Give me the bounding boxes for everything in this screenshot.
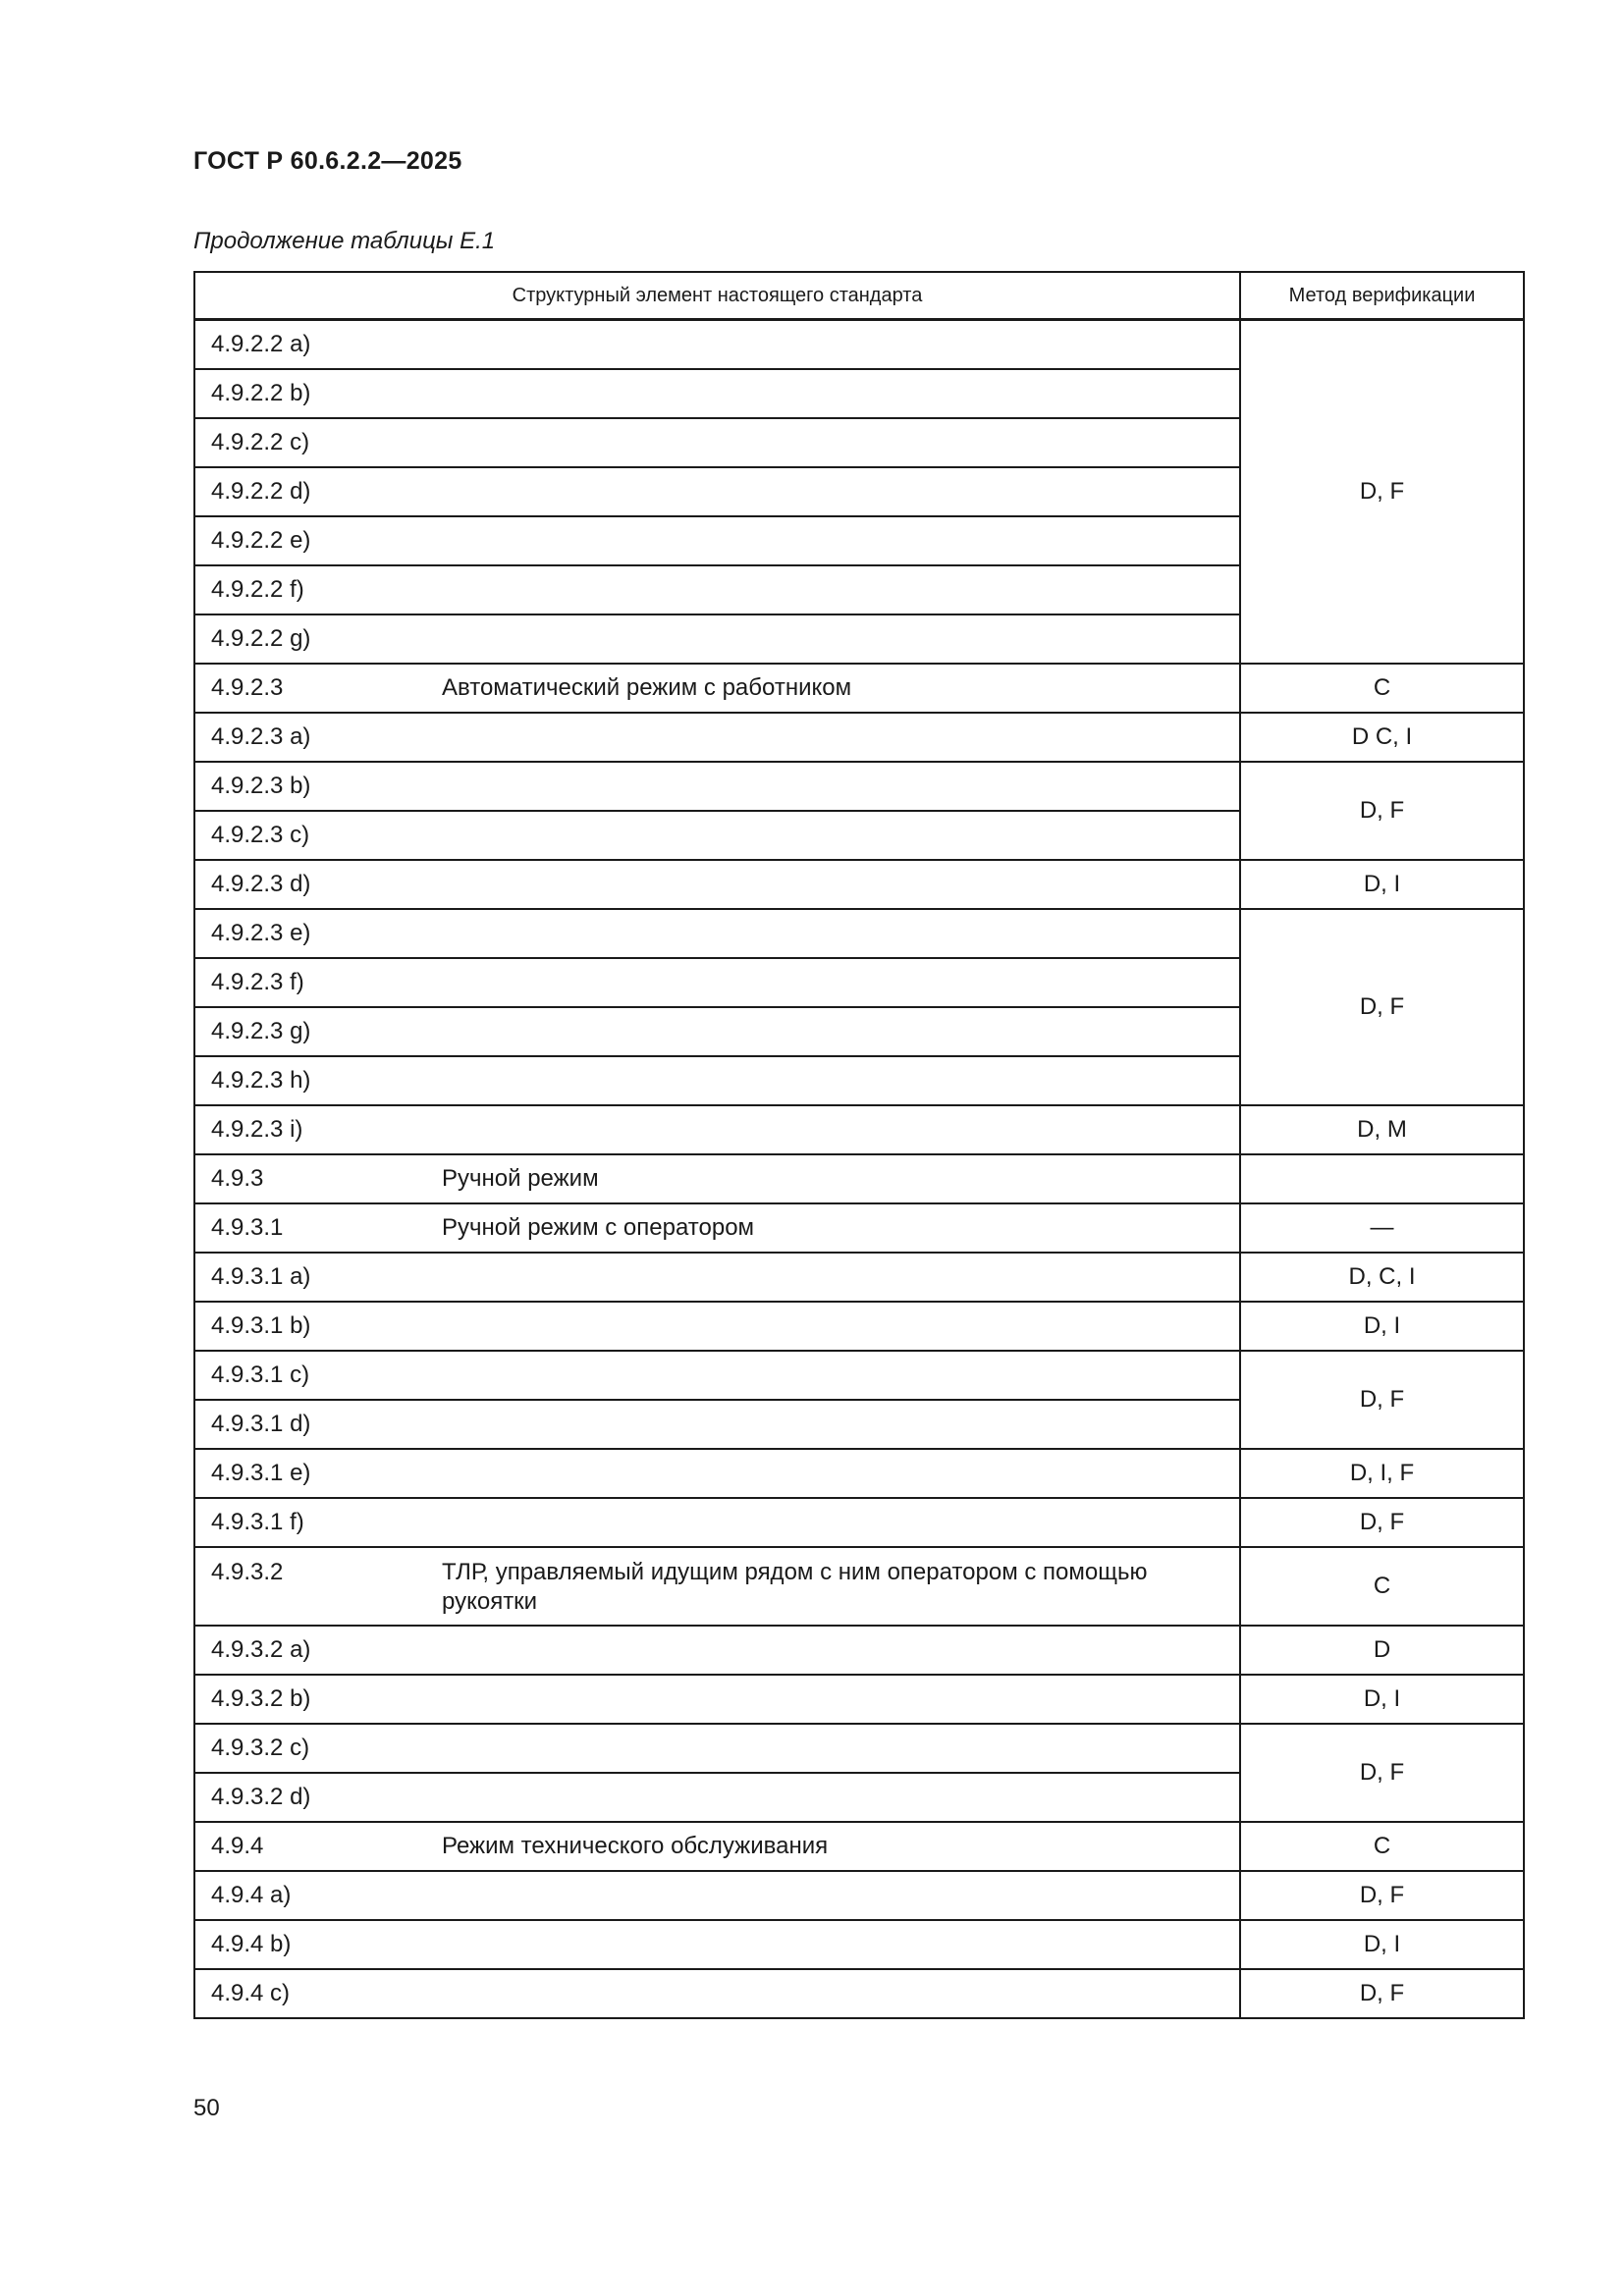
row-title — [426, 1626, 1240, 1675]
row-id: 4.9.3.1 a) — [194, 1253, 426, 1302]
row-title — [426, 1773, 1240, 1822]
verification-method: D, M — [1240, 1105, 1524, 1154]
row-title: ТЛР, управляемый идущим рядом с ним оператором с помощью рукоятки — [426, 1547, 1240, 1626]
row-id: 4.9.2.3 d) — [194, 860, 426, 909]
verification-method: D, I — [1240, 860, 1524, 909]
table-row — [194, 1547, 1524, 1626]
verification-method: D, I — [1240, 1920, 1524, 1969]
verification-method: D, F — [1240, 320, 1524, 664]
row-title — [426, 418, 1240, 467]
verification-method: D, F — [1240, 1498, 1524, 1547]
document-code: ГОСТ Р 60.6.2.2—2025 — [193, 147, 462, 175]
row-title — [426, 1498, 1240, 1547]
table-row — [194, 1105, 1524, 1154]
row-id: 4.9.3.2 — [194, 1547, 426, 1626]
row-title — [426, 762, 1240, 811]
table-row — [194, 909, 1524, 958]
table-row — [194, 1969, 1524, 2018]
row-title — [426, 860, 1240, 909]
verification-method: D C, I — [1240, 713, 1524, 762]
row-id: 4.9.2.2 c) — [194, 418, 426, 467]
row-id: 4.9.2.3 e) — [194, 909, 426, 958]
verification-method: D, F — [1240, 762, 1524, 860]
verification-method: — — [1240, 1203, 1524, 1253]
row-title — [426, 516, 1240, 565]
row-title — [426, 467, 1240, 516]
row-title: Режим технического обслуживания — [426, 1822, 1240, 1871]
row-title — [426, 1871, 1240, 1920]
row-id: 4.9.2.3 i) — [194, 1105, 426, 1154]
verification-method: D, F — [1240, 909, 1524, 1105]
row-id: 4.9.2.2 g) — [194, 614, 426, 664]
row-title: Ручной режим — [426, 1154, 1240, 1203]
row-title — [426, 1105, 1240, 1154]
table-row — [194, 1154, 1524, 1203]
row-id: 4.9.2.3 h) — [194, 1056, 426, 1105]
row-id: 4.9.2.2 b) — [194, 369, 426, 418]
verification-method: C — [1240, 1547, 1524, 1626]
row-id: 4.9.3.2 b) — [194, 1675, 426, 1724]
row-title — [426, 1675, 1240, 1724]
row-id: 4.9.4 a) — [194, 1871, 426, 1920]
verification-method: C — [1240, 1822, 1524, 1871]
table-row — [194, 1449, 1524, 1498]
row-title: Автоматический режим с работником — [426, 664, 1240, 713]
row-id: 4.9.2.2 e) — [194, 516, 426, 565]
table-row — [194, 664, 1524, 713]
row-id: 4.9.2.3 g) — [194, 1007, 426, 1056]
row-id: 4.9.3.2 a) — [194, 1626, 426, 1675]
row-title — [426, 909, 1240, 958]
row-title — [426, 565, 1240, 614]
row-id: 4.9.3.1 b) — [194, 1302, 426, 1351]
row-id: 4.9.3.2 d) — [194, 1773, 426, 1822]
row-title — [426, 1400, 1240, 1449]
row-title — [426, 713, 1240, 762]
row-title — [426, 958, 1240, 1007]
verification-method: D — [1240, 1626, 1524, 1675]
table-row — [194, 1253, 1524, 1302]
table-row — [194, 762, 1524, 811]
verification-method: D, C, I — [1240, 1253, 1524, 1302]
row-title — [426, 369, 1240, 418]
row-id: 4.9.2.2 d) — [194, 467, 426, 516]
table-row — [194, 1626, 1524, 1675]
verification-method: D, F — [1240, 1871, 1524, 1920]
row-title — [426, 1302, 1240, 1351]
verification-method: D, I, F — [1240, 1449, 1524, 1498]
table-row — [194, 1920, 1524, 1969]
row-id: 4.9.3.1 e) — [194, 1449, 426, 1498]
row-title — [426, 1969, 1240, 2018]
table-row — [194, 1203, 1524, 1253]
row-id: 4.9.3.1 c) — [194, 1351, 426, 1400]
row-id: 4.9.3.1 — [194, 1203, 426, 1253]
row-title — [426, 1056, 1240, 1105]
table-header-row — [194, 272, 1524, 320]
table-row — [194, 1871, 1524, 1920]
row-id: 4.9.2.3 — [194, 664, 426, 713]
column-header-method: Метод верификации — [1240, 272, 1524, 320]
row-id: 4.9.4 b) — [194, 1920, 426, 1969]
row-id: 4.9.2.2 f) — [194, 565, 426, 614]
table-row — [194, 860, 1524, 909]
table-caption: Продолжение таблицы Е.1 — [193, 228, 496, 254]
row-title — [426, 320, 1240, 369]
row-id: 4.9.4 c) — [194, 1969, 426, 2018]
verification-table — [193, 271, 1525, 2019]
row-title — [426, 811, 1240, 860]
verification-method: D, F — [1240, 1969, 1524, 2018]
table-row — [194, 320, 1524, 369]
table-row — [194, 1822, 1524, 1871]
row-id: 4.9.2.3 a) — [194, 713, 426, 762]
verification-method: D, I — [1240, 1302, 1524, 1351]
row-title — [426, 1724, 1240, 1773]
row-title — [426, 1007, 1240, 1056]
table-row — [194, 1498, 1524, 1547]
row-title — [426, 1351, 1240, 1400]
row-title: Ручной режим с оператором — [426, 1203, 1240, 1253]
row-title — [426, 614, 1240, 664]
table-row — [194, 1675, 1524, 1724]
row-id: 4.9.2.2 a) — [194, 320, 426, 369]
verification-method — [1240, 1154, 1524, 1203]
row-title — [426, 1920, 1240, 1969]
row-id: 4.9.3.1 f) — [194, 1498, 426, 1547]
row-id: 4.9.3.1 d) — [194, 1400, 426, 1449]
table-row — [194, 1351, 1524, 1400]
table-row — [194, 1724, 1524, 1773]
row-title — [426, 1449, 1240, 1498]
verification-method: D, F — [1240, 1724, 1524, 1822]
table-row — [194, 1302, 1524, 1351]
row-id: 4.9.3 — [194, 1154, 426, 1203]
table-row — [194, 713, 1524, 762]
page-number: 50 — [193, 2095, 220, 2121]
row-id: 4.9.2.3 b) — [194, 762, 426, 811]
row-title — [426, 1253, 1240, 1302]
row-id: 4.9.2.3 c) — [194, 811, 426, 860]
verification-method: D, I — [1240, 1675, 1524, 1724]
row-id: 4.9.4 — [194, 1822, 426, 1871]
verification-method: D, F — [1240, 1351, 1524, 1449]
row-id: 4.9.3.2 c) — [194, 1724, 426, 1773]
column-header-element: Структурный элемент настоящего стандарта — [194, 272, 1240, 320]
verification-method: C — [1240, 664, 1524, 713]
row-id: 4.9.2.3 f) — [194, 958, 426, 1007]
